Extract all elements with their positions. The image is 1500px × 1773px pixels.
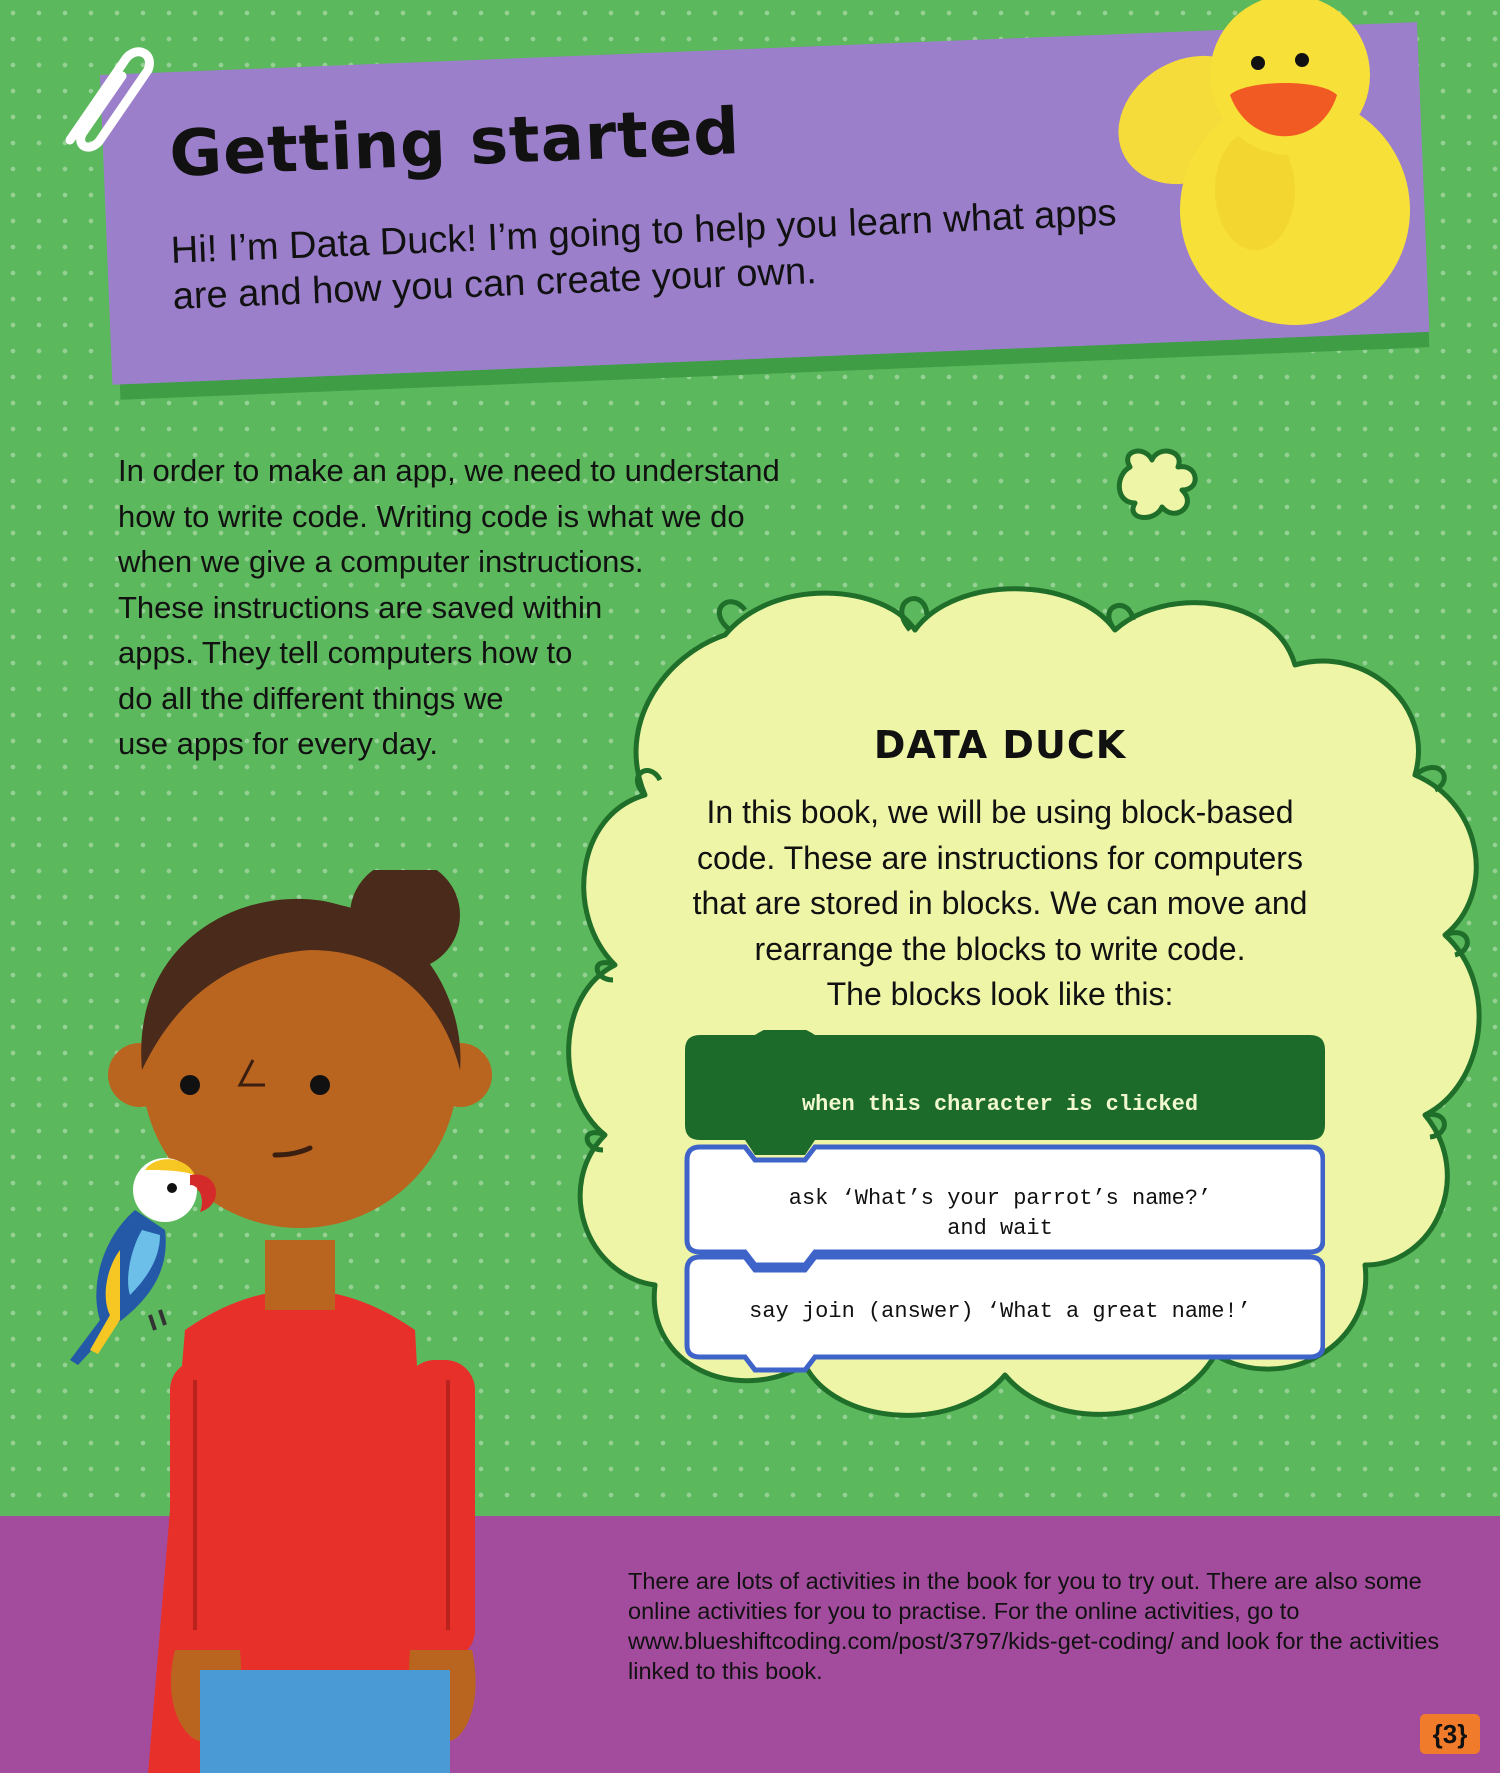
hat-block-label: when this character is clicked — [801, 1092, 1199, 1117]
say-block-label: say join (answer) ‘What a great name!’ — [749, 1299, 1251, 1324]
body-line: These instructions are saved within — [118, 589, 603, 625]
body-line: do all the different things we — [118, 680, 504, 716]
info-box-line: that are stored in blocks. We can move and — [692, 885, 1308, 921]
info-box-title: DATA DUCK — [873, 723, 1127, 767]
footer-text: There are lots of activities in the book for you to try out. There are also some online activities for you to practise. For the online activities, go to www.blueshiftcoding.com/post/3797/kids-get-coding/ and look for the activities linked to this book. — [628, 1568, 1440, 1684]
girl-illustration — [60, 870, 530, 1773]
intro-text: Hi! I’m Data Duck! I’m going to help you learn what apps are and how you can create your own. — [170, 192, 1118, 318]
body-line: when we give a computer instructions. — [118, 544, 644, 579]
page-number: {3} — [1420, 1714, 1480, 1754]
info-box-line: code. These are instructions for computers — [697, 839, 1303, 876]
body-line: how to write code. Writing code is what we do — [118, 498, 745, 534]
ask-block-line: and wait — [947, 1216, 1053, 1241]
paperclip-icon — [40, 30, 160, 170]
info-box-line: rearrange the blocks to write code. — [754, 930, 1246, 967]
ask-block-line: ask ‘What’s your parrot’s name?’ — [788, 1186, 1212, 1211]
ask-block-label — [680, 1184, 1320, 1244]
body-line: In order to make an app, we need to understand — [118, 453, 780, 488]
body-line: use apps for every day. — [118, 726, 438, 761]
squiggle-decoration — [1110, 445, 1210, 525]
info-box-line: The blocks look like this: — [826, 976, 1174, 1012]
body-line: apps. They tell computers how to — [118, 635, 573, 670]
info-box-line: In this book, we will be using block-based — [706, 794, 1294, 830]
info-box-text — [660, 790, 1340, 1018]
duck-illustration — [1095, 0, 1415, 330]
page-title: Getting started — [168, 95, 742, 192]
